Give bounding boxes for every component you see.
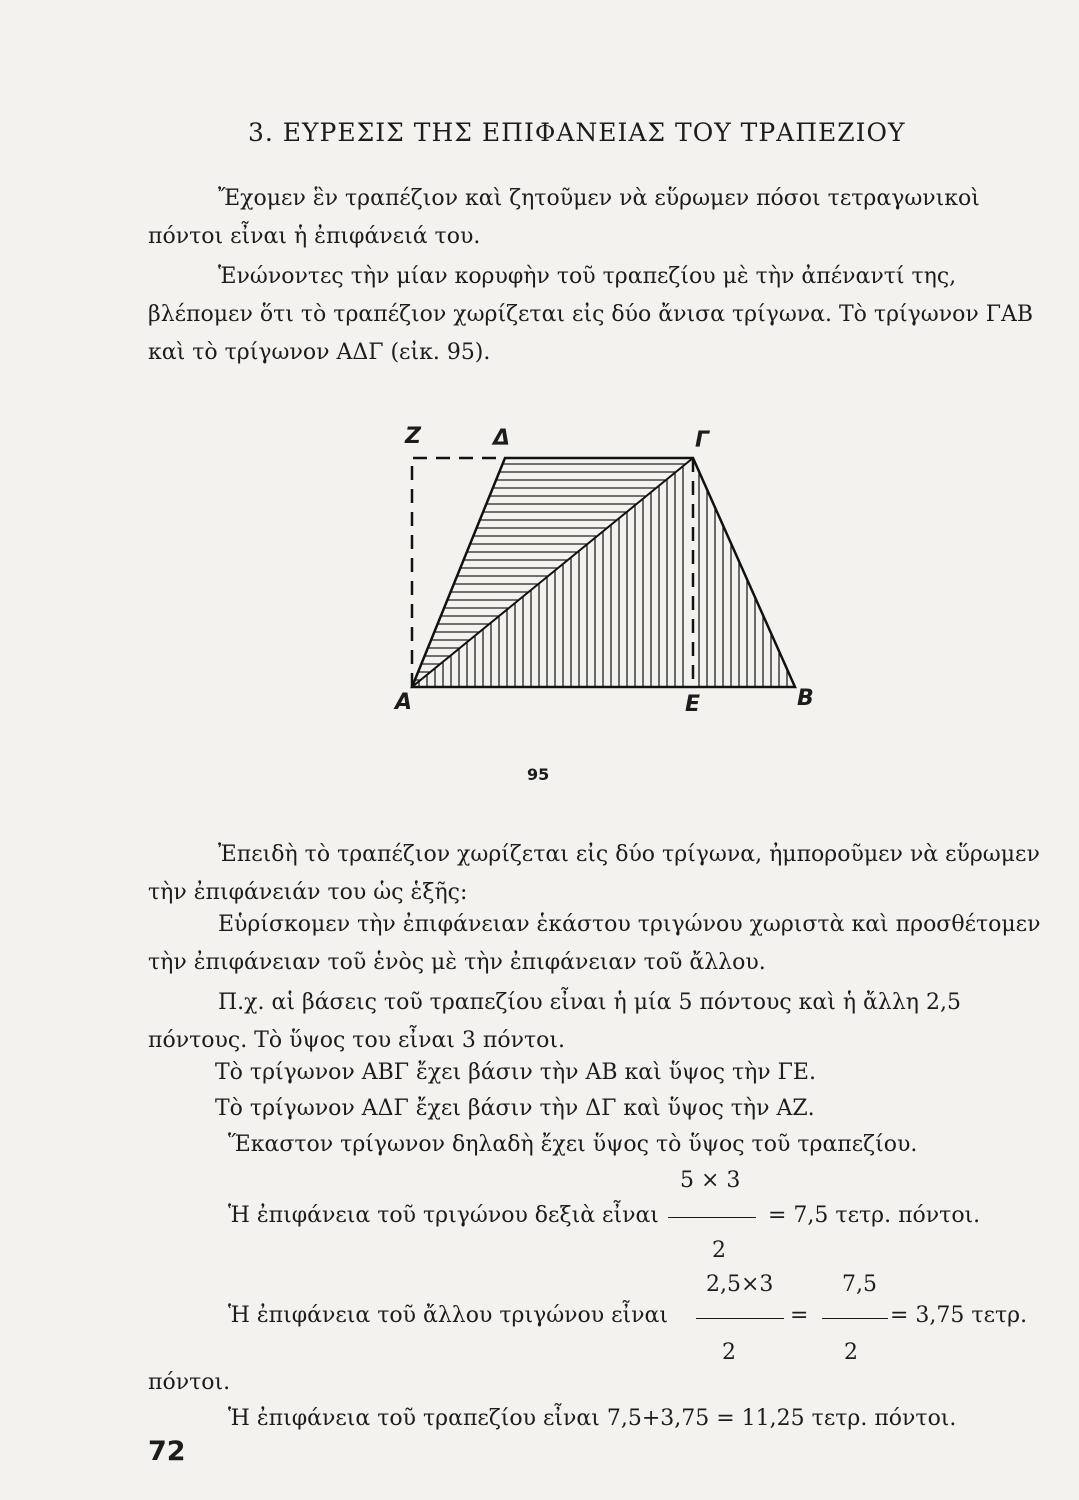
label-B: B bbox=[797, 686, 814, 711]
label-E: E bbox=[685, 692, 701, 717]
eq2-text: Ἡ ἐπιφάνεια τοῦ ἄλλου τριγώνου εἶναι bbox=[228, 1303, 669, 1328]
section-heading: 3. ΕΥΡΕΣΙΣ ΤΗΣ ΕΠΙΦΑΝΕΙΑΣ ΤΟΥ ΤΡΑΠΕΖΙΟΥ bbox=[248, 118, 906, 147]
eq2-continuation: πόντοι. bbox=[148, 1370, 231, 1395]
intro-paragraph-1: Ἔχομεν ἓν τραπέζιον καὶ ζητοῦμεν νὰ εὕρωμεν πόσοι τετραγωνικοὶ πόντοι εἶναι ἡ ἐπιφάνειά του. bbox=[148, 186, 980, 249]
eq2-numerator: 2,5×3 bbox=[706, 1272, 774, 1297]
eq2-fraction-bar-1 bbox=[696, 1318, 784, 1319]
trapezoid-diagram bbox=[385, 420, 835, 720]
trapezoid-figure bbox=[385, 420, 835, 720]
eq1-denominator: 2 bbox=[712, 1238, 726, 1263]
label-A: A bbox=[395, 690, 413, 715]
line-triangle-ABG: Τὸ τρίγωνον ΑΒΓ ἔχει βάσιν τὴν ΑΒ καὶ ὕψος τὴν ΓΕ. bbox=[215, 1060, 816, 1085]
hatch-vertical bbox=[419, 420, 787, 720]
eq2-denominator2: 2 bbox=[844, 1340, 858, 1365]
page-number: 72 bbox=[148, 1436, 186, 1467]
eq2-numerator2: 7,5 bbox=[842, 1272, 877, 1297]
intro-paragraph-2: Ἑνώνοντες τὴν μίαν κορυφὴν τοῦ τραπεζίου μὲ τὴν ἀπέναντί της, βλέπομεν ὅτι τὸ τραπέζιον χωρίζεται εἰς δύο ἄνισα τρίγωνα. Τὸ τρίγωνον ΓΑΒ καὶ τὸ τρίγωνον ΑΔΓ (εἰκ. 95). bbox=[148, 264, 1034, 365]
eq1-text: Ἡ ἐπιφάνεια τοῦ τριγώνου δεξιὰ εἶναι bbox=[228, 1203, 659, 1228]
label-Z: Z bbox=[405, 424, 421, 449]
label-G: Γ bbox=[695, 428, 710, 453]
figure-caption: 95 bbox=[527, 765, 550, 784]
body-paragraph-3: Π.χ. αἱ βάσεις τοῦ τραπεζίου εἶναι ἡ μία 5 πόντους καὶ ἡ ἄλλη 2,5 πόντους. Τὸ ὕψος του εἶναι 3 πόντοι. bbox=[148, 990, 961, 1053]
eq2-mid-equals: = bbox=[790, 1303, 809, 1328]
eq1-result: = 7,5 τετρ. πόντοι. bbox=[768, 1203, 981, 1228]
eq2-fraction-bar-2 bbox=[822, 1318, 888, 1319]
final-result-line: Ἡ ἐπιφάνεια τοῦ τραπεζίου εἶναι 7,5+3,75 = 11,25 τετρ. πόντοι. bbox=[228, 1406, 957, 1431]
eq2-result: = 3,75 τετρ. bbox=[890, 1303, 1028, 1328]
line-triangle-ADG: Τὸ τρίγωνον ΑΔΓ ἔχει βάσιν τὴν ΔΓ καὶ ὕψος τὴν ΑΖ. bbox=[215, 1096, 815, 1121]
eq1-fraction-bar bbox=[668, 1217, 756, 1218]
eq1-numerator: 5 × 3 bbox=[680, 1168, 741, 1193]
body-paragraph-2: Εὑρίσκομεν τὴν ἐπιφάνειαν ἑκάστου τριγώνου χωριστὰ καὶ προσθέτομεν τὴν ἐπιφάνειαν τοῦ ἑνὸς μὲ τὴν ἐπιφάνειαν τοῦ ἄλλου. bbox=[148, 912, 1041, 975]
body-paragraph-1: Ἐπειδὴ τὸ τραπέζιον χωρίζεται εἰς δύο τρίγωνα, ἠμποροῦμεν νὰ εὕρωμεν τὴν ἐπιφάνειάν του ὡς ἑξῆς: bbox=[148, 842, 1040, 905]
line-same-height: Ἕκαστον τρίγωνον δηλαδὴ ἔχει ὕψος τὸ ὕψος τοῦ τραπεζίου. bbox=[228, 1132, 918, 1157]
label-D: Δ bbox=[493, 426, 511, 451]
eq2-denominator: 2 bbox=[722, 1340, 736, 1365]
hatch-horizontal bbox=[385, 464, 835, 680]
